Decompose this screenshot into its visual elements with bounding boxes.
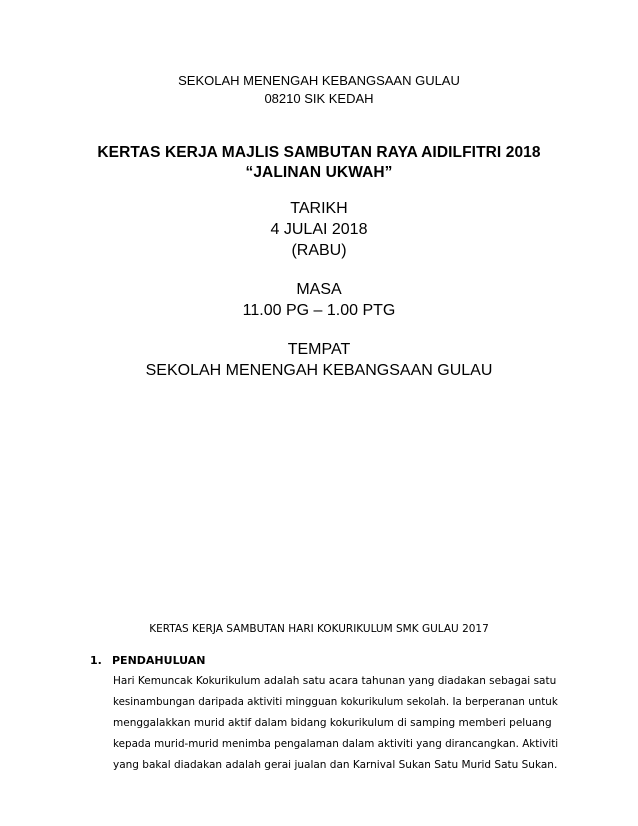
venue-label: TEMPAT [287,341,351,358]
event-date: 4 JULAI 2018 [270,221,368,238]
document-title: KERTAS KERJA MAJLIS SAMBUTAN RAYA AIDILFITRI 2018 [97,144,541,161]
paragraph-line: Hari Kemuncak Kokurikulum adalah satu acara tahunan yang diadakan sebagai satu [113,675,557,687]
section-title: PENDAHULUAN [112,654,206,667]
event-day: (RABU) [291,242,347,259]
event-time: 11.00 PG – 1.00 PTG [242,302,396,319]
section-paragraph [113,671,561,776]
section-subheading: KERTAS KERJA SAMBUTAN HARI KOKURIKULUM SMK GULAU 2017 [149,623,489,635]
paragraph-line: yang bakal diadakan adalah gerai jualan dan Karnival Sukan Satu Murid Satu Sukan. [113,759,558,771]
school-address: 08210 SIK KEDAH [264,91,374,106]
section-heading [90,654,206,668]
time-label: MASA [296,281,342,298]
paragraph-line: kesinambungan daripada aktiviti mingguan kokurikulum sekolah. Ia berperanan untuk [113,696,558,708]
paragraph-line: menggalakkan murid aktif dalam bidang kokurikulum di samping memberi peluang [113,717,552,729]
date-label: TARIKH [290,200,348,217]
paragraph-line: kepada murid-murid menimba pengalaman dalam aktiviti yang dirancangkan. Aktiviti [113,738,559,750]
section-number: 1. [90,654,102,667]
event-theme: “JALINAN UKWAH” [245,164,393,181]
event-venue: SEKOLAH MENENGAH KEBANGSAAN GULAU [145,362,493,379]
school-name: SEKOLAH MENENGAH KEBANGSAAN GULAU [178,73,460,88]
